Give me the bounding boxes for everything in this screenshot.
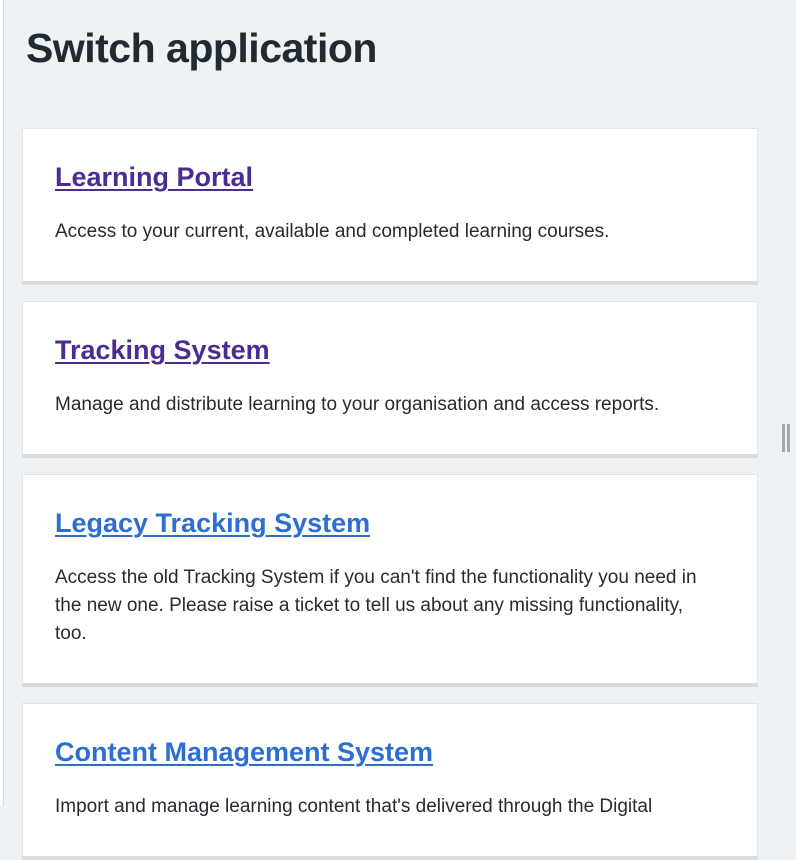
app-description: Access to your current, available and completed learning courses. — [55, 221, 610, 242]
app-link[interactable]: Content Management System — [55, 737, 434, 767]
switch-application-page — [22, 0, 758, 860]
app-list — [22, 128, 758, 860]
app-description: Import and manage learning content that's delivered through the Digital — [55, 796, 653, 817]
scrollbar-bar-icon — [782, 424, 785, 452]
app-card — [22, 301, 758, 458]
left-edge-panel — [0, 0, 4, 806]
app-card — [22, 474, 758, 687]
app-description: Manage and distribute learning to your organisation and access reports. — [55, 394, 660, 415]
app-link[interactable]: Legacy Tracking System — [55, 508, 371, 538]
app-card — [22, 703, 758, 860]
scrollbar-thumb[interactable] — [782, 424, 790, 452]
app-link[interactable]: Learning Portal — [55, 162, 254, 192]
scrollbar-bar-icon — [787, 424, 790, 452]
app-link[interactable]: Tracking System — [55, 335, 270, 365]
app-card — [22, 128, 758, 285]
page-title: Switch application — [26, 25, 377, 71]
app-description: Access the old Tracking System if you can't find the functionality you need in the new one. Please raise a ticket to tell us about any missing functionality, too. — [55, 567, 697, 644]
